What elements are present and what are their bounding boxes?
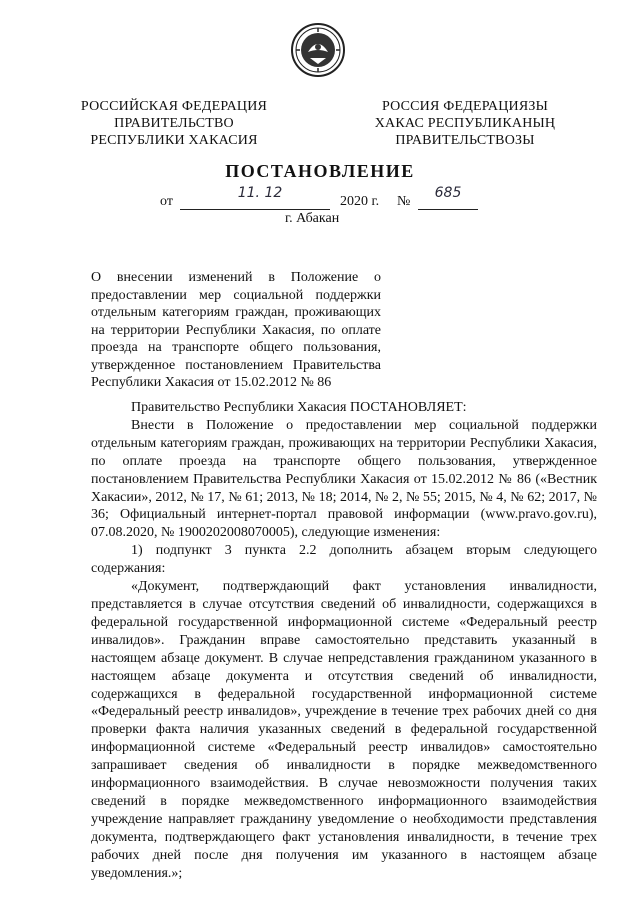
coat-of-arms-icon: [290, 22, 346, 78]
date-year: 2020 г.: [340, 194, 380, 209]
date-from-label: от: [160, 194, 173, 209]
header-right-line-2: ХАКАС РЕСПУБЛИКАНЫҢ: [374, 116, 556, 131]
paragraph-quote: «Документ, подтверждающий факт установления инвалидности, представляется в случае отсутствия сведений об инвалидности, содержащихся в федеральной государственной информационной системе «Федеральный реестр инвалидов». Гражданин вправе самостоятельно представить указанный в настоящем абзаце документ. В случае непредставления гражданином указанного в настоящем абзаце документа и отсутствия сведений об инвалидности, содержащихся в федеральной государственной информационной системе «Федеральный реестр инвалидов», учреждение в течение трех рабочих дней со дня проверки факта наличия указанных сведений в федеральной государственной информационной системе «Федеральный реестр инвалидов» самостоятельно запрашивает сведения об инвалидности в порядке межведомственного информационного взаимодействия. В случае невозможности получения таких сведений в порядке межведомственного информационного взаимодействия учреждение направляет гражданину уведомление о необходимости представления документа, подтверждающего факт установления инвалидности, в течение трех рабочих дней после дня получения им указанного в настоящем абзаце уведомления.»;: [91, 579, 597, 881]
number-handwritten: 685: [434, 185, 462, 201]
paragraph-main: Внести в Положение о предоставлении мер социальной поддержки отдельным категориям граждан, проживающих на территории Республики Хакасия, по оплате проезда на транспорте общего пользования, утвержденное постановлением Правительства Республики Хакасия от 15.02.2012 № 86 («Вестник Хакасии», 2012, № 17, № 61; 2013, № 18; 2014, № 2, № 55; 2015, № 4, № 62; 2017, № 36; Официальный интернет-портал правовой информации (www.pravo.gov.ru), 07.08.2020, № 1900202008070005), следующие изменения:: [91, 417, 597, 541]
subject-block: О внесении изменений в Положение о предоставлении мер социальной поддержки отдельным категориям граждан, проживающих на территории Республики Хакасия, по оплате проезда на транспорте общего пользования, утвержденное постановлением Правительства Республики Хакасия от 15.02.2012 № 86: [91, 270, 381, 390]
city: г. Абакан: [285, 211, 340, 226]
document-title: ПОСТАНОВЛЕНИЕ: [225, 161, 415, 181]
document-body: [91, 399, 597, 882]
header-left: [80, 98, 268, 149]
paragraph-item-1: 1) подпункт 3 пункта 2.2 дополнить абзацем вторым следующего содержания:: [91, 543, 597, 577]
header-left-line-3: РЕСПУБЛИКИ ХАКАСИЯ: [90, 133, 258, 148]
header-right: [370, 98, 560, 149]
header-right-line-1: РОССИЯ ФЕДЕРАЦИЯЗЫ: [381, 99, 549, 114]
number-label: №: [397, 194, 411, 209]
paragraph-preamble: Правительство Республики Хакасия ПОСТАНОВЛЯЕТ:: [131, 400, 467, 415]
header-right-line-3: ПРАВИТЕЛЬСТВОЗЫ: [395, 133, 535, 148]
date-handwritten: 11. 12: [237, 185, 283, 201]
header-left-line-1: РОССИЙСКАЯ ФЕДЕРАЦИЯ: [80, 99, 268, 114]
header-left-line-2: ПРАВИТЕЛЬСТВО: [114, 116, 234, 131]
